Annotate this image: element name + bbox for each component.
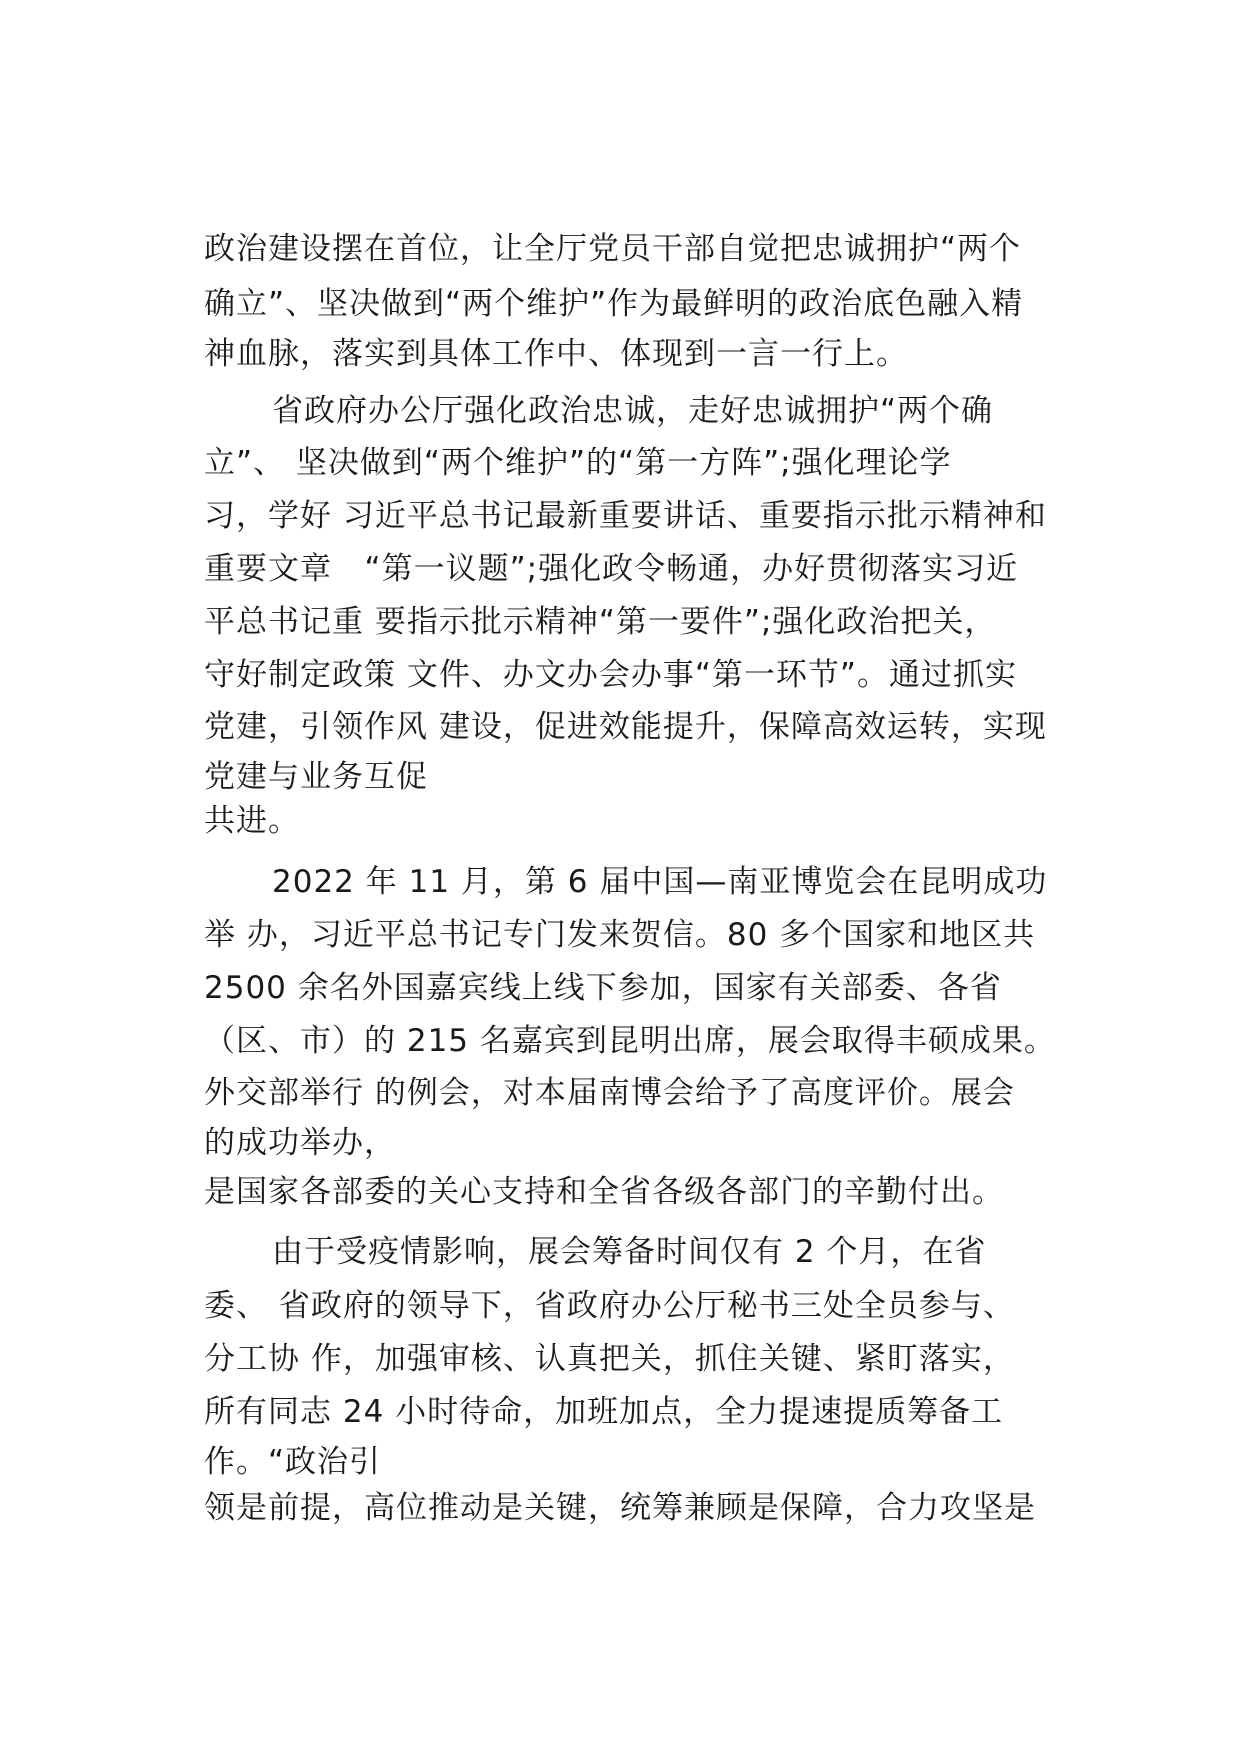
paragraph-2-line-4: 重要文章 “第一议题”;强化政令畅通，办好贯彻落实习近: [204, 551, 1019, 587]
paragraph-2-line-1: 省政府办公厅强化政治忠诚，走好忠诚拥护“两个确: [272, 393, 994, 429]
paragraph-3-line-7: 是国家各部委的关心支持和全省各级各部门的辛勤付出。: [204, 1174, 1004, 1210]
paragraph-4-line-3: 分工协 作，加强审核、认真把关，抓住关键、紧盯落实，: [204, 1341, 1015, 1377]
paragraph-3-line-2: 举 办，习近平总书记专门发来贺信。80 多个国家和地区共: [204, 917, 1036, 953]
paragraph-2-line-7: 党建，引领作风 建设，促进效能提升，保障高效运转，实现: [204, 709, 1047, 745]
paragraph-4-line-2: 委、 省政府的领导下，省政府办公厅秘书三处全员参与、: [204, 1288, 1015, 1324]
paragraph-1-line-3: 神血脉，落实到具体工作中、体现到一言一行上。: [204, 336, 908, 372]
paragraph-2-line-6: 守好制定政策 文件、办文办会办事“第一环节”。通过抓实: [204, 657, 1017, 693]
paragraph-1-line-2: 确立”、坚决做到“两个维护”作为最鲜明的政治底色融入精: [204, 286, 1024, 322]
paragraph-2-line-2: 立”、 坚决做到“两个维护”的“第一方阵”;强化理论学: [204, 445, 952, 481]
paragraph-4-line-5: 作。“政治引: [204, 1444, 382, 1480]
paragraph-2-line-9: 共进。: [204, 803, 300, 839]
paragraph-1-line-1: 政治建设摆在首位，让全厅党员干部自觉把忠诚拥护“两个: [204, 231, 1022, 267]
paragraph-2-line-5: 平总书记重 要指示批示精神“第一要件”;强化政治把关，: [204, 604, 997, 640]
paragraph-3-line-4: （区、市）的 215 名嘉宾到昆明出席，展会取得丰硕成果。: [204, 1023, 1056, 1059]
paragraph-4-line-1: 由于受疫情影响，展会筹备时间仅有 2 个月，在省: [272, 1234, 987, 1270]
paragraph-3-line-1: 2022 年 11 月，第 6 届中国—南亚博览会在昆明成功: [272, 864, 1048, 900]
paragraph-2-line-3: 习，学好 习近平总书记最新重要讲话、重要指示批示精神和: [204, 498, 1047, 534]
paragraph-3-line-5: 外交部举行 的例会，对本届南博会给予了高度评价。展会: [204, 1075, 1015, 1111]
paragraph-3-line-6: 的成功举办，: [204, 1125, 396, 1161]
paragraph-4-line-4: 所有同志 24 小时待命，加班加点，全力提速提质筹备工: [204, 1394, 1004, 1430]
paragraph-3-line-3: 2500 余名外国嘉宾线上线下参加，国家有关部委、各省: [204, 970, 1002, 1006]
paragraph-4-line-6: 领是前提，高位推动是关键，统筹兼顾是保障，合力攻坚是: [204, 1490, 1036, 1526]
paragraph-2-line-8: 党建与业务互促: [204, 759, 428, 795]
